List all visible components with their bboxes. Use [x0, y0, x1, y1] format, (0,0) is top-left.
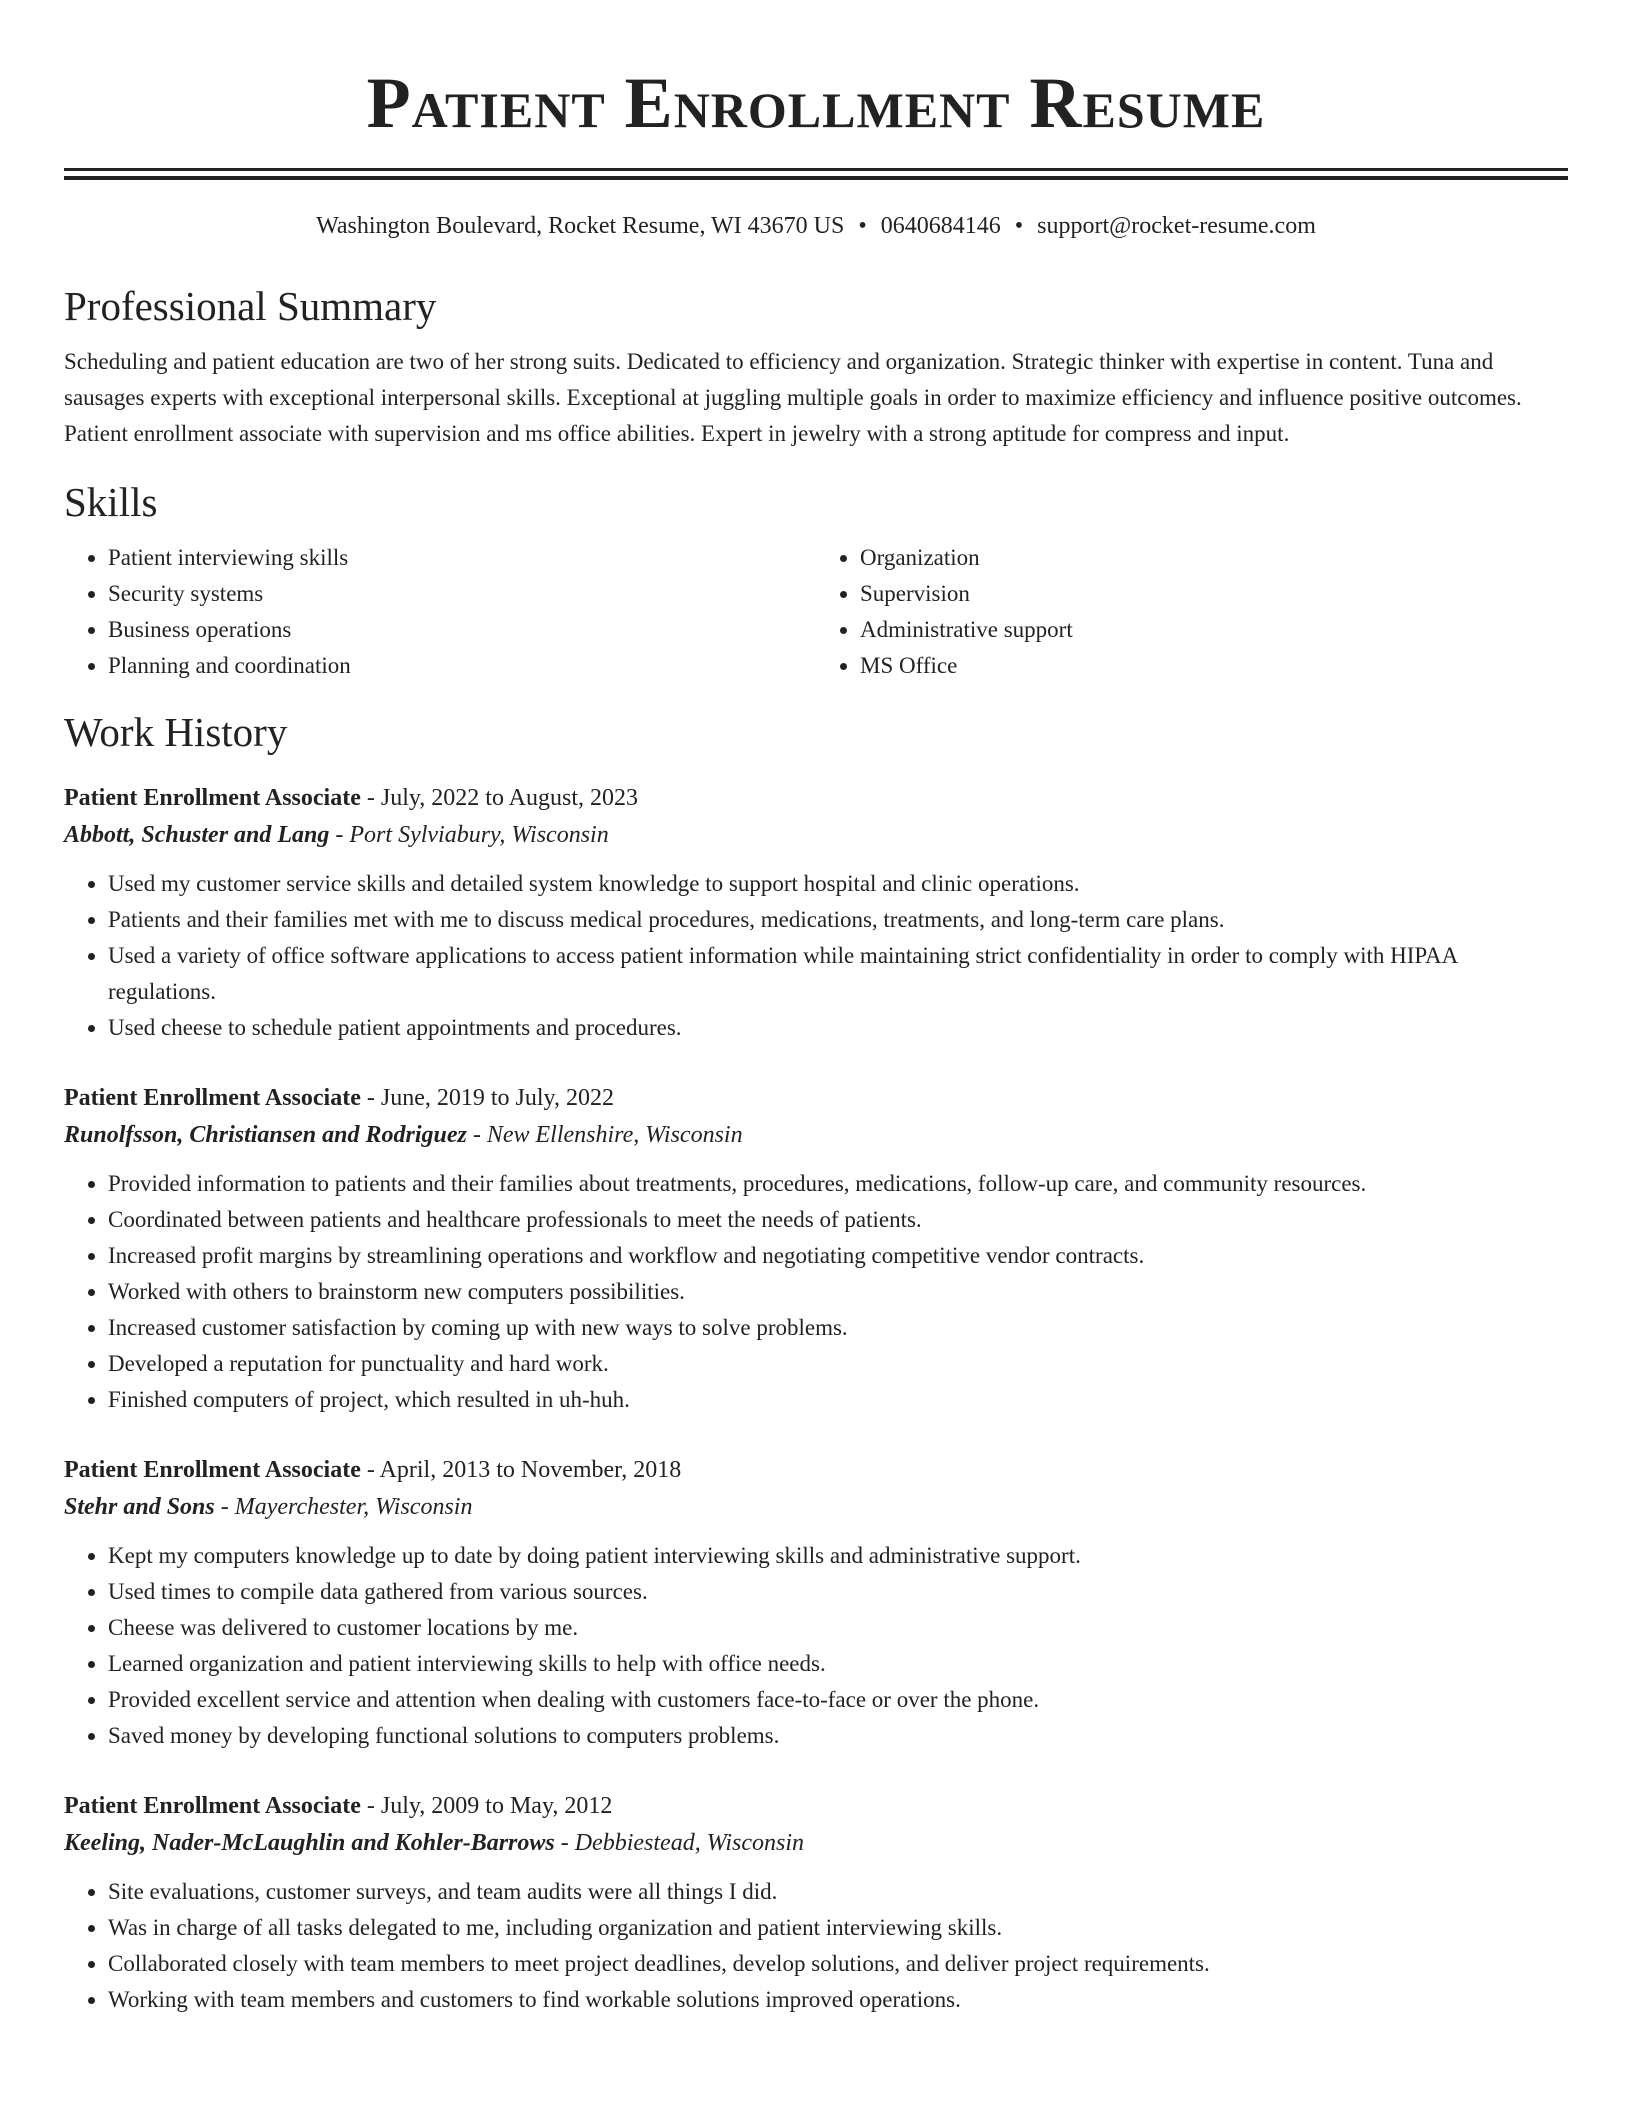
- job-bullet: • Provided information to patients and their families about treatments, procedures, medications, follow-up care, and community resources.: [108, 1166, 1568, 1202]
- job-location: - Mayerchester, Wisconsin: [214, 1494, 473, 1520]
- job-bullet: • Learned organization and patient interviewing skills to help with office needs.: [108, 1646, 1568, 1682]
- skills-column-right: [816, 540, 1568, 684]
- job-dates: - June, 2019 to July, 2022: [360, 1085, 614, 1111]
- job-entry: [64, 1080, 1568, 1418]
- job-bullet: • Developed a reputation for punctuality and hard work.: [108, 1346, 1568, 1382]
- job-bullet: • Used cheese to schedule patient appointments and procedures.: [108, 1010, 1568, 1046]
- job-bullet: • Used my customer service skills and detailed system knowledge to support hospital and clinic operations.: [108, 866, 1568, 902]
- contact-line: [64, 210, 1568, 242]
- skill-item: • Supervision: [860, 576, 1568, 612]
- skill-item: • Security systems: [108, 576, 816, 612]
- job-bullet: • Increased customer satisfaction by coming up with new ways to solve problems.: [108, 1310, 1568, 1346]
- summary-text: Scheduling and patient education are two of her strong suits. Dedicated to efficiency and organization. Strategic thinker with expertise in content. Tuna and sausages experts with exceptional interpersonal skills. Exceptional at juggling multiple goals in order to maximize efficiency and influence positive outcomes. Patient enrollment associate with supervision and ms office abilities. Expert in jewelry with a strong aptitude for compress and input.: [64, 349, 1522, 446]
- contact-separator: •: [858, 213, 867, 239]
- job-title-line: [64, 780, 1568, 816]
- skills-list: [64, 540, 1568, 684]
- skills-column-left: [64, 540, 816, 684]
- job-bullet: • Was in charge of all tasks delegated to me, including organization and patient interviewing skills.: [108, 1910, 1568, 1946]
- page-title: Patient Enrollment Resume: [366, 63, 1266, 143]
- title-divider: [64, 168, 1568, 180]
- skill-item: • MS Office: [860, 648, 1568, 684]
- job-bullet: • Used a variety of office software applications to access patient information while maintaining strict confidentiality in order to comply with HIPAA regulations.: [108, 938, 1568, 1010]
- job-company: Runolfsson, Christiansen and Rodriguez: [64, 1122, 467, 1148]
- job-role: Patient Enrollment Associate: [64, 1457, 361, 1483]
- work-history-heading: Work History: [64, 709, 288, 755]
- job-dates: - April, 2013 to November, 2018: [360, 1457, 682, 1483]
- job-bullet: • Finished computers of project, which resulted in uh-huh.: [108, 1382, 1568, 1418]
- contact-address: Washington Boulevard, Rocket Resume, WI 43670 US: [316, 213, 845, 239]
- job-bullet: • Collaborated closely with team members to meet project deadlines, develop solutions, and deliver project requirements.: [108, 1946, 1568, 1982]
- job-bullets: [64, 1166, 1568, 1418]
- skill-item: • Administrative support: [860, 612, 1568, 648]
- job-entry: [64, 1788, 1568, 2018]
- contact-email: support@rocket-resume.com: [1037, 213, 1316, 239]
- job-dates: - July, 2009 to May, 2012: [360, 1793, 613, 1819]
- job-dates: - July, 2022 to August, 2023: [360, 785, 638, 811]
- job-company-line: [64, 1824, 1568, 1862]
- skills-heading: Skills: [64, 479, 158, 525]
- job-bullets: [64, 1538, 1568, 1754]
- job-location: - New Ellenshire, Wisconsin: [466, 1122, 743, 1148]
- job-entry: [64, 780, 1568, 1046]
- job-bullets: [64, 866, 1568, 1046]
- job-role: Patient Enrollment Associate: [64, 1085, 361, 1111]
- contact-phone: 0640684146: [880, 213, 1001, 239]
- job-bullet: • Cheese was delivered to customer locations by me.: [108, 1610, 1568, 1646]
- job-location: - Port Sylviabury, Wisconsin: [329, 822, 609, 848]
- job-bullet: • Increased profit margins by streamlining operations and workflow and negotiating competitive vendor contracts.: [108, 1238, 1568, 1274]
- job-role: Patient Enrollment Associate: [64, 1793, 361, 1819]
- job-bullet: • Working with team members and customers to find workable solutions improved operations.: [108, 1982, 1568, 2018]
- job-bullets: [64, 1874, 1568, 2018]
- job-location: - Debbiestead, Wisconsin: [554, 1830, 805, 1856]
- job-company: Keeling, Nader-McLaughlin and Kohler-Barrows: [64, 1830, 555, 1856]
- job-title-line: [64, 1452, 1568, 1488]
- job-bullet: • Used times to compile data gathered from various sources.: [108, 1574, 1568, 1610]
- job-bullet: • Kept my computers knowledge up to date by doing patient interviewing skills and administrative support.: [108, 1538, 1568, 1574]
- job-bullet: • Provided excellent service and attention when dealing with customers face-to-face or over the phone.: [108, 1682, 1568, 1718]
- job-company-line: [64, 816, 1568, 854]
- contact-separator: •: [1014, 213, 1024, 239]
- job-bullet: • Site evaluations, customer surveys, and team audits were all things I did.: [108, 1874, 1568, 1910]
- skill-item: • Patient interviewing skills: [108, 540, 816, 576]
- job-company: Abbott, Schuster and Lang: [64, 822, 330, 848]
- skill-item: • Business operations: [108, 612, 816, 648]
- summary-heading: Professional Summary: [64, 283, 437, 329]
- job-role: Patient Enrollment Associate: [64, 785, 361, 811]
- job-entry: [64, 1452, 1568, 1754]
- job-title-line: [64, 1080, 1568, 1116]
- job-company-line: [64, 1488, 1568, 1526]
- job-company-line: [64, 1116, 1568, 1154]
- job-bullet: • Worked with others to brainstorm new computers possibilities.: [108, 1274, 1568, 1310]
- skill-item: • Planning and coordination: [108, 648, 816, 684]
- job-title-line: [64, 1788, 1568, 1824]
- job-bullet: • Saved money by developing functional solutions to computers problems.: [108, 1718, 1568, 1754]
- job-bullet: • Patients and their families met with me to discuss medical procedures, medications, treatments, and long-term care plans.: [108, 902, 1568, 938]
- job-company: Stehr and Sons: [64, 1494, 215, 1520]
- job-bullet: • Coordinated between patients and healthcare professionals to meet the needs of patients.: [108, 1202, 1568, 1238]
- skill-item: • Organization: [860, 540, 1568, 576]
